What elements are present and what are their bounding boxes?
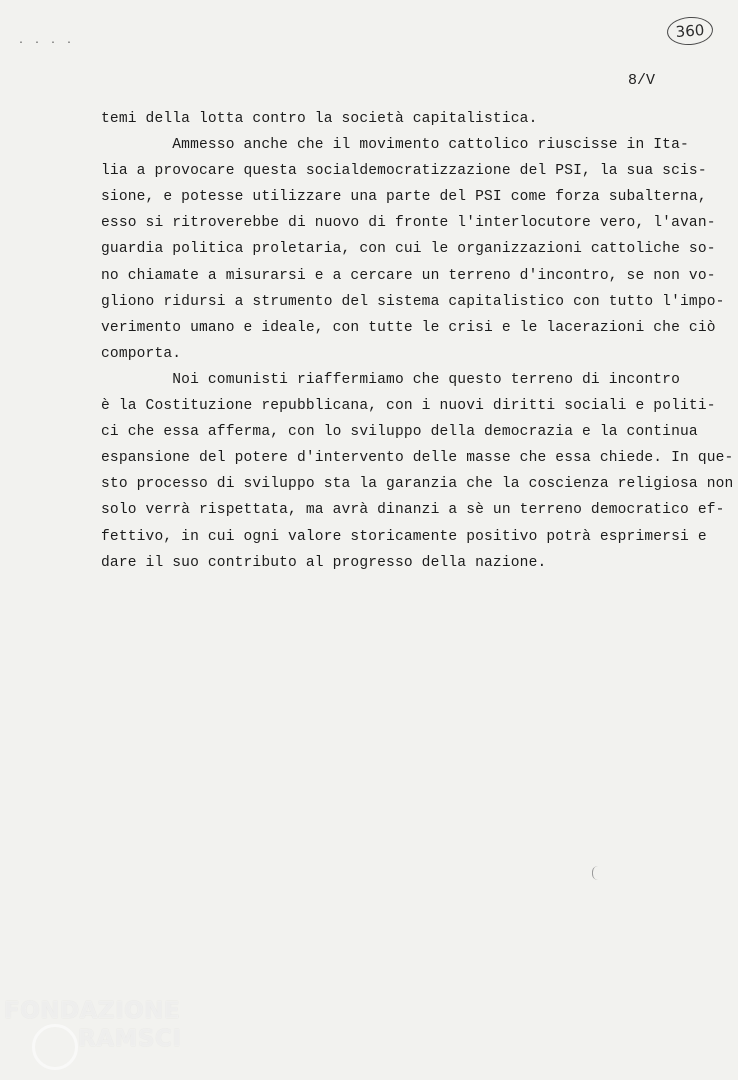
text-line: gliono ridursi a strumento del sistema capitalistico con tutto l'impo- (101, 293, 725, 310)
text-line: Ammesso anche che il movimento cattolico riuscisse in Ita- (101, 137, 689, 154)
text-line: espansione del potere d'intervento delle masse che essa chiede. In que- (101, 450, 734, 467)
typewritten-body (101, 106, 734, 576)
text-line: dare il suo contributo al progresso della nazione. (101, 554, 547, 571)
text-line: è la Costituzione repubblicana, con i nuovi diritti sociali e politi- (101, 398, 716, 415)
ink-specks: · · · · (18, 38, 75, 49)
text-line: solo verrà rispettata, ma avrà dinanzi a sè un terreno democratico ef- (101, 502, 725, 519)
text-line: sto processo di sviluppo sta la garanzia che la coscienza religiosa non (101, 476, 734, 493)
text-line: sione, e potesse utilizzare una parte del PSI come forza subalterna, (101, 189, 707, 206)
text-line: no chiamate a misurarsi e a cercare un terreno d'incontro, se non vo- (101, 267, 716, 284)
text-line: ci che essa afferma, con lo sviluppo della democrazia e la continua (101, 424, 698, 441)
page-number: 8/V (628, 72, 656, 89)
stray-pen-mark (592, 866, 598, 880)
text-line: verimento umano e ideale, con tutte le crisi e le lacerazioni che ciò (101, 319, 716, 336)
archive-stamp: 360 (666, 15, 714, 46)
text-line: temi della lotta contro la società capitalistica. (101, 111, 538, 127)
text-line: Noi comunisti riaffermiamo che questo terreno di incontro (101, 371, 680, 388)
text-line: esso si ritroverebbe di nuovo di fronte l'interlocutore vero, l'avan- (101, 215, 716, 232)
text-line: fettivo, in cui ogni valore storicamente positivo potrà esprimersi e (101, 528, 707, 545)
text-line: comporta. (101, 345, 182, 362)
watermark-line1: FONDAZIONE (4, 998, 181, 1024)
text-line: lia a provocare questa socialdemocratizzazione del PSI, la sua scis- (101, 163, 707, 180)
watermark-line2: RAMSCI (78, 1026, 182, 1052)
watermark-logo-icon (32, 1024, 78, 1070)
watermark (4, 998, 184, 1068)
text-line: guardia politica proletaria, con cui le organizzazioni cattoliche so- (101, 241, 716, 258)
